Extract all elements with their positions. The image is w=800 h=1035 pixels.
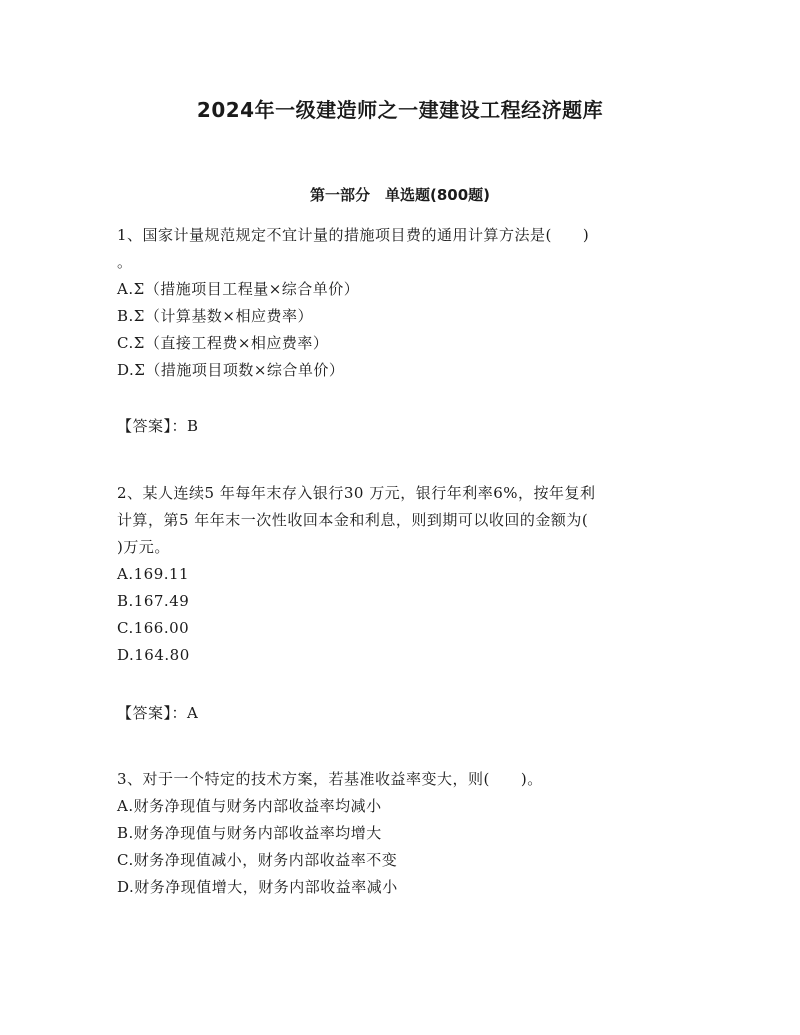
question-1-option-a: A.Σ（措施项目工程量×综合单价） bbox=[117, 280, 360, 298]
question-1-stem-line-2: 。 bbox=[117, 253, 133, 271]
question-3-stem-line-1: 3、对于一个特定的技术方案，若基准收益率变大，则( )。 bbox=[117, 770, 543, 788]
question-2-option-a: A.169.11 bbox=[117, 565, 190, 583]
question-1-option-c: C.Σ（直接工程费×相应费率） bbox=[117, 334, 329, 352]
question-2-stem-line-1: 2、某人连续5 年每年末存入银行30 万元，银行年利率6%，按年复利 bbox=[117, 484, 596, 502]
question-3-option-a: A.财务净现值与财务内部收益率均减小 bbox=[117, 797, 382, 815]
question-1-option-d: D.Σ（措施项目项数×综合单价） bbox=[117, 361, 345, 379]
section-title: 第一部分 单选题(800题) bbox=[309, 186, 491, 204]
question-3-option-d: D.财务净现值增大，财务内部收益率减小 bbox=[117, 878, 398, 896]
question-2-stem-line-2: 计算，第5 年年末一次性收回本金和利息，则到期可以收回的金额为( bbox=[117, 511, 589, 529]
question-1-stem-line-1: 1、国家计量规范规定不宜计量的措施项目费的通用计算方法是( ) bbox=[117, 226, 590, 244]
question-2-option-b: B.167.49 bbox=[117, 592, 190, 610]
question-1 bbox=[117, 222, 687, 384]
question-1-answer: 【答案】：B bbox=[117, 417, 199, 435]
question-2-option-d: D.164.80 bbox=[117, 646, 190, 664]
question-3-option-c: C.财务净现值减小，财务内部收益率不变 bbox=[117, 851, 398, 869]
question-2-answer: 【答案】：A bbox=[117, 704, 199, 722]
question-2-stem-line-3: )万元。 bbox=[117, 538, 170, 556]
question-3 bbox=[117, 766, 687, 901]
document-title: 2024年一级建造师之一建建设工程经济题库 bbox=[196, 98, 604, 122]
question-2-option-c: C.166.00 bbox=[117, 619, 190, 637]
question-3-option-b: B.财务净现值与财务内部收益率均增大 bbox=[117, 824, 382, 842]
question-2 bbox=[117, 480, 687, 669]
question-1-option-b: B.Σ（计算基数×相应费率） bbox=[117, 307, 313, 325]
